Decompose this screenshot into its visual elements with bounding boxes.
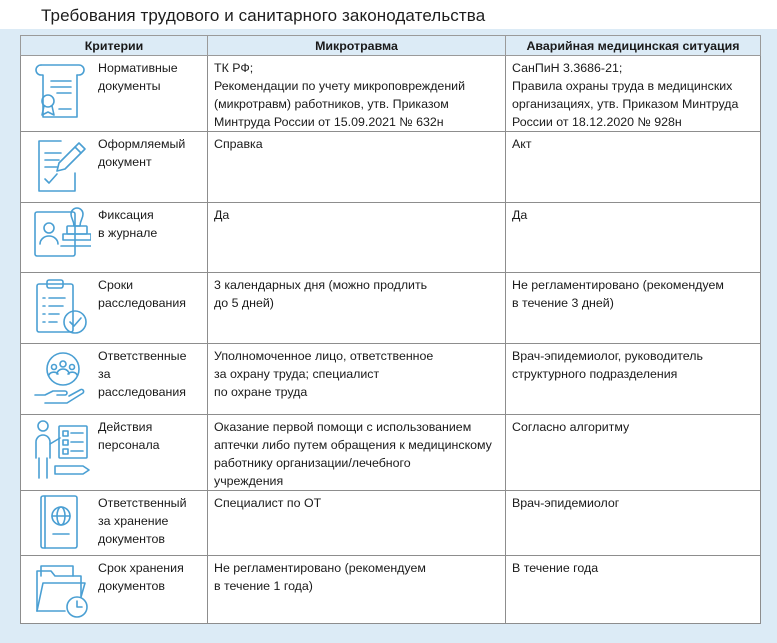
criterion-cell (21, 344, 208, 415)
requirements-table (20, 35, 761, 624)
page-title: Требования трудового и санитарного законодательства (41, 6, 486, 25)
document-pen-icon (27, 132, 95, 197)
criterion-cell (21, 132, 208, 203)
emergency-cell: Согласно алгоритму (506, 415, 761, 491)
criterion-label: Фиксация в журнале (98, 208, 158, 240)
table-row (21, 273, 761, 344)
emergency-cell: Не регламентировано (рекомендуем в течение 3 дней) (506, 273, 761, 344)
criterion-label: Сроки расследования (98, 278, 186, 310)
person-checklist-icon (27, 415, 95, 484)
emergency-cell: Врач-эпидемиолог (506, 491, 761, 556)
folder-clock-icon (27, 556, 95, 619)
clipboard-check-icon (27, 273, 95, 338)
criterion-label: Ответственные за расследования (98, 349, 187, 399)
criterion-cell (21, 203, 208, 273)
microtrauma-cell: Справка (208, 132, 506, 203)
criterion-label: Нормативные документы (98, 61, 178, 93)
document-seal-icon (27, 56, 95, 121)
microtrauma-cell: 3 календарных дня (можно продлить до 5 дней) (208, 273, 506, 344)
criterion-cell (21, 273, 208, 344)
criterion-label: Оформляемый документ (98, 137, 186, 169)
table-row (21, 344, 761, 415)
criterion-label: Срок хранения документов (98, 561, 184, 593)
table-header-row (21, 36, 761, 56)
microtrauma-cell: Да (208, 203, 506, 273)
stamp-icon (27, 203, 95, 268)
microtrauma-cell: Оказание первой помощи с использованием аптечки либо путем обращения к медицинскому работнику организации/лечебного учреждения (208, 415, 506, 491)
microtrauma-cell: ТК РФ; Рекомендации по учету микроповреждений (микротравм) работников, утв. Приказом Минтруда России от 15.09.2021 № 632н (208, 56, 506, 132)
criterion-cell (21, 491, 208, 556)
table-row (21, 132, 761, 203)
criterion-cell (21, 556, 208, 624)
team-hand-icon (27, 344, 95, 409)
emergency-cell: Акт (506, 132, 761, 203)
header-microtrauma: Микротравма (208, 36, 506, 56)
emergency-cell: Врач-эпидемиолог, руководитель структурного подразделения (506, 344, 761, 415)
microtrauma-cell: Уполномоченное лицо, ответственное за охрану труда; специалист по охране труда (208, 344, 506, 415)
criterion-cell (21, 56, 208, 132)
table-row (21, 56, 761, 132)
criterion-label: Действия персонала (98, 420, 160, 452)
microtrauma-cell: Специалист по ОТ (208, 491, 506, 556)
table-row (21, 415, 761, 491)
table-row (21, 203, 761, 273)
header-emergency: Аварийная медицинская ситуация (506, 36, 761, 56)
emergency-cell: В течение года (506, 556, 761, 624)
emergency-cell: СанПиН 3.3686-21; Правила охраны труда в медицинских организациях, утв. Приказом Минтруда России от 18.12.2020 № 928н (506, 56, 761, 132)
emergency-cell: Да (506, 203, 761, 273)
table-row (21, 556, 761, 624)
header-criteria: Критерии (21, 36, 208, 56)
criterion-cell (21, 415, 208, 491)
table-row (21, 491, 761, 556)
microtrauma-cell: Не регламентировано (рекомендуем в течение 1 года) (208, 556, 506, 624)
criterion-label: Ответственный за хранение документов (98, 496, 187, 546)
passport-icon (27, 491, 95, 552)
